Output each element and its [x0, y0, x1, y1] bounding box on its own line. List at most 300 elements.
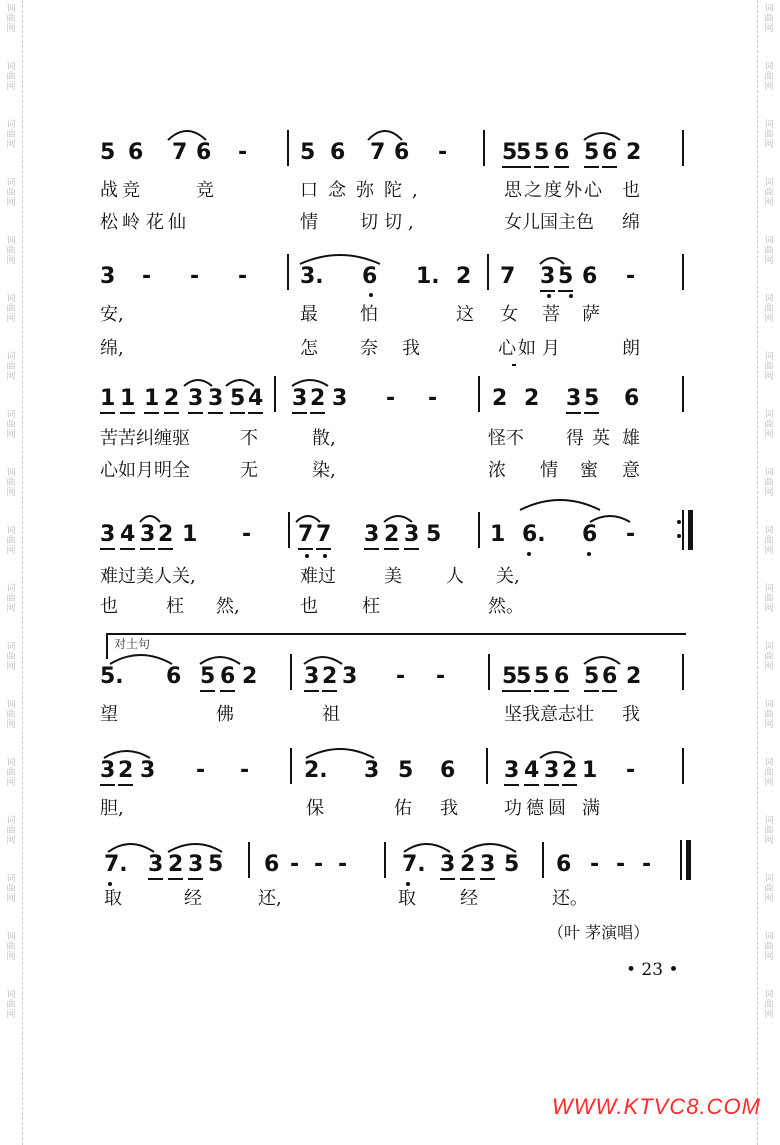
watermark-glyph: 曲 [6, 652, 16, 662]
note: 3 [342, 664, 358, 689]
watermark-glyph: 词 [6, 758, 16, 768]
site-watermark: WWW.KTVC8.COM [552, 1094, 761, 1119]
note: 3 [480, 852, 495, 880]
watermark-glyph: 词 [764, 410, 774, 420]
note: 6 [362, 264, 378, 289]
watermark-glyph: 曲 [6, 14, 16, 24]
note: 2 [168, 852, 183, 880]
watermark-block [0, 642, 22, 672]
watermark-glyph: 网 [764, 604, 774, 614]
watermark-glyph: 词 [6, 526, 16, 536]
lyric-line [96, 178, 696, 204]
lyric-line [96, 594, 696, 620]
note: 3 [208, 386, 223, 414]
watermark-glyph: 网 [764, 546, 774, 556]
watermark-glyph: 曲 [6, 1000, 16, 1010]
note: 3 [304, 664, 319, 692]
watermark-block [758, 642, 780, 672]
watermark-block [758, 758, 780, 788]
barline [287, 130, 289, 166]
watermark-glyph: 曲 [6, 710, 16, 720]
note: 2 [626, 140, 642, 165]
low-octave-dot [323, 554, 327, 558]
watermark-glyph: 词 [764, 178, 774, 188]
note: 3 [188, 852, 203, 880]
watermark-glyph: 网 [764, 256, 774, 266]
barline [682, 654, 684, 690]
dash: - [142, 264, 152, 289]
lyric: 口念弥陀, [300, 180, 428, 201]
note: 6 [554, 664, 569, 692]
barline [488, 654, 490, 690]
note: 6 [602, 664, 617, 692]
slur [368, 131, 402, 140]
dash: - [238, 264, 248, 289]
slur [404, 844, 450, 852]
watermark-glyph: 网 [764, 372, 774, 382]
note: 2 [384, 522, 399, 550]
dash: - [616, 852, 626, 877]
note: 5 [584, 386, 599, 414]
lyric: 佑 [394, 798, 412, 819]
watermark-glyph: 词 [6, 990, 16, 1000]
repeat-dot [677, 534, 681, 538]
lyric: 女儿国主色 [504, 212, 594, 233]
watermark-glyph: 词 [6, 642, 16, 652]
watermark-glyph: 网 [6, 24, 16, 34]
watermark-glyph: 网 [6, 1010, 16, 1020]
watermark-glyph: 词 [6, 120, 16, 130]
note: 3 [292, 386, 307, 414]
note: 7. [104, 852, 128, 877]
dash: - [396, 664, 406, 689]
ink-mark [512, 364, 516, 366]
page-number: • 23 • [626, 960, 679, 980]
lyric: 坚我意志壮 [504, 704, 594, 725]
watermark-glyph: 词 [6, 468, 16, 478]
note: 5. [100, 664, 124, 689]
note: 1 [144, 386, 159, 414]
barline [682, 130, 684, 166]
barline [542, 842, 544, 878]
note: 6 [166, 664, 182, 689]
slur [168, 844, 222, 852]
barline [384, 842, 386, 878]
dash: - [626, 522, 636, 547]
low-octave-dot [305, 554, 309, 558]
note: 3 [100, 522, 115, 550]
note: 1 [582, 758, 598, 783]
watermark-glyph: 曲 [6, 72, 16, 82]
lyric: 取 [104, 888, 122, 909]
note: 2 [118, 758, 133, 786]
note: 5 [502, 140, 517, 168]
watermark-glyph: 曲 [6, 594, 16, 604]
lyric: 我 [440, 798, 458, 819]
watermark-glyph: 词 [764, 468, 774, 478]
lyric: 染, [312, 460, 336, 481]
watermark-glyph: 网 [6, 778, 16, 788]
watermark-block [0, 352, 22, 382]
watermark-glyph: 网 [764, 314, 774, 324]
watermark-glyph: 曲 [764, 1000, 774, 1010]
lyric: 得 [566, 428, 584, 449]
note: 5 [584, 140, 599, 168]
repeat-dot [677, 520, 681, 524]
dash: - [196, 758, 206, 783]
lyric: 难过 [300, 566, 336, 587]
watermark-glyph: 曲 [6, 362, 16, 372]
note: 7 [172, 140, 188, 165]
note: 3 [404, 522, 419, 550]
note: 5 [534, 664, 549, 692]
lyric: 还。 [552, 888, 588, 909]
note: 6 [582, 522, 598, 547]
watermark-block [758, 178, 780, 208]
slur [104, 751, 150, 758]
lyric: 浓 [488, 460, 506, 481]
barline [248, 842, 250, 878]
lyric: 思之度外心 [504, 180, 604, 201]
note: 7 [370, 140, 386, 165]
watermark-glyph: 词 [6, 932, 16, 942]
watermark-glyph: 曲 [6, 536, 16, 546]
watermark-glyph: 曲 [6, 826, 16, 836]
note: 6 [602, 140, 617, 168]
watermark-glyph: 曲 [6, 942, 16, 952]
note: 1 [100, 386, 115, 414]
note: 7 [500, 264, 516, 289]
lyric: 朗 [622, 338, 640, 359]
watermark-block [758, 120, 780, 150]
watermark-glyph: 曲 [764, 188, 774, 198]
performer-credit: （叶 茅演唱） [548, 923, 650, 942]
lyric: 也 [300, 596, 318, 617]
watermark-block [0, 120, 22, 150]
watermark-block [0, 294, 22, 324]
watermark-glyph: 词 [6, 4, 16, 14]
watermark-glyph: 词 [764, 526, 774, 536]
barline [288, 512, 290, 548]
watermark-block [0, 758, 22, 788]
notation-row-3 [96, 386, 696, 426]
note: 3 [100, 758, 115, 786]
barline [290, 654, 292, 690]
note: 6 [554, 140, 569, 168]
note: 6 [264, 852, 280, 877]
watermark-glyph: 词 [6, 178, 16, 188]
note: 2 [456, 264, 472, 289]
note: 6 [394, 140, 410, 165]
dash: - [190, 264, 200, 289]
section-bracket [106, 633, 686, 659]
note: 1 [490, 522, 506, 547]
barline [478, 376, 480, 412]
watermark-block [0, 62, 22, 92]
lyric: 还, [258, 888, 282, 909]
watermark-block [758, 874, 780, 904]
note: 6 [582, 264, 598, 289]
lyric: 情 [300, 212, 318, 233]
lyric: 保 [306, 798, 324, 819]
lyric: 心如月明全 [100, 460, 190, 481]
watermark-glyph: 网 [6, 894, 16, 904]
note: 5 [534, 140, 549, 168]
slur [300, 255, 380, 264]
dash: - [240, 758, 250, 783]
watermark-glyph: 曲 [764, 594, 774, 604]
barline [682, 376, 684, 412]
watermark-glyph: 词 [6, 410, 16, 420]
note: 4 [120, 522, 135, 550]
lyric: 美 [384, 566, 402, 587]
barline [478, 512, 480, 548]
note: 3. [300, 264, 324, 289]
watermark-glyph: 网 [6, 546, 16, 556]
watermark-block [758, 4, 780, 34]
lyric: 不 [240, 428, 258, 449]
watermark-glyph: 词 [6, 700, 16, 710]
watermark-glyph: 网 [6, 372, 16, 382]
note: 5 [504, 852, 520, 877]
note: 3 [188, 386, 203, 414]
watermark-glyph: 网 [764, 778, 774, 788]
slur [464, 844, 516, 852]
note: 6 [556, 852, 572, 877]
watermark-glyph: 词 [764, 294, 774, 304]
watermark-block [0, 4, 22, 34]
note: 3 [440, 852, 455, 880]
watermark-glyph: 词 [6, 62, 16, 72]
watermark-glyph: 曲 [764, 130, 774, 140]
barline [682, 748, 684, 784]
lyric: 怪不 [488, 428, 524, 449]
lyric: 满 [582, 798, 600, 819]
watermark-glyph: 词 [6, 236, 16, 246]
watermark-block [758, 700, 780, 730]
watermark-glyph: 曲 [764, 652, 774, 662]
watermark-glyph: 网 [764, 720, 774, 730]
lyric: 也 [100, 596, 118, 617]
watermark-glyph: 曲 [6, 246, 16, 256]
note: 1. [416, 264, 440, 289]
note: 3 [332, 386, 348, 411]
watermark-glyph: 网 [6, 256, 16, 266]
note: 3 [100, 264, 116, 289]
lyric-line [96, 702, 696, 728]
watermark-glyph: 网 [6, 836, 16, 846]
lyric: 花仙 [146, 212, 190, 233]
note: 7 [298, 522, 313, 550]
low-octave-dot [547, 294, 551, 298]
lyric: 苦苦纠缠驱 [100, 428, 190, 449]
watermark-block [0, 178, 22, 208]
dash: - [590, 852, 600, 877]
dash: - [314, 852, 324, 877]
note: 3 [566, 386, 581, 414]
lyric: 绵, [100, 338, 124, 359]
watermark-glyph: 网 [764, 894, 774, 904]
lyric: 枉 [362, 596, 380, 617]
barline [682, 510, 684, 550]
watermark-glyph: 网 [764, 82, 774, 92]
watermark-glyph: 词 [6, 816, 16, 826]
note: 3 [148, 852, 163, 880]
watermark-block [758, 526, 780, 556]
dash: - [338, 852, 348, 877]
note: 5 [558, 264, 573, 292]
slur [108, 844, 154, 852]
low-octave-dot [369, 293, 373, 297]
watermark-glyph: 词 [764, 874, 774, 884]
lyric: 战竞 [100, 180, 144, 201]
watermark-block [758, 932, 780, 962]
note: 7 [316, 522, 331, 550]
watermark-block [758, 816, 780, 846]
watermark-glyph: 曲 [764, 942, 774, 952]
note: 7. [402, 852, 426, 877]
watermark-glyph: 曲 [6, 420, 16, 430]
lyric: 经 [184, 888, 202, 909]
watermark-glyph: 网 [6, 952, 16, 962]
notation-row-4 [96, 522, 696, 562]
note: 4 [248, 386, 263, 414]
watermark-glyph: 网 [764, 1010, 774, 1020]
watermark-block [0, 526, 22, 556]
lyric: 绵 [622, 212, 640, 233]
watermark-glyph: 曲 [764, 536, 774, 546]
note: 6 [196, 140, 212, 165]
lyric: 枉 [166, 596, 184, 617]
lyric: 这 [456, 304, 474, 325]
note: 2 [562, 758, 577, 786]
lyric: 无 [240, 460, 258, 481]
watermark-glyph: 曲 [6, 478, 16, 488]
dash: - [438, 140, 448, 165]
watermark-glyph: 曲 [764, 420, 774, 430]
note: 6 [220, 664, 235, 692]
watermark-glyph: 词 [764, 758, 774, 768]
watermark-glyph: 网 [6, 140, 16, 150]
watermark-glyph: 网 [6, 82, 16, 92]
lyric-line [96, 564, 696, 590]
final-barline-thick [686, 840, 691, 880]
note: 2 [460, 852, 475, 880]
note: 2 [626, 664, 642, 689]
watermark-glyph: 网 [764, 140, 774, 150]
watermark-glyph: 网 [764, 488, 774, 498]
lyric: 安, [100, 304, 124, 325]
note: 2. [304, 758, 328, 783]
watermark-glyph: 词 [764, 352, 774, 362]
watermark-block [758, 410, 780, 440]
note: 5 [516, 664, 531, 692]
watermark-glyph: 曲 [764, 478, 774, 488]
watermark-block [0, 584, 22, 614]
watermark-glyph: 曲 [764, 826, 774, 836]
watermark-block [758, 468, 780, 498]
lyric: 如 [518, 338, 536, 359]
watermark-block [758, 236, 780, 266]
lyric: 雄 [622, 428, 640, 449]
dash: - [642, 852, 652, 877]
note: 5 [230, 386, 245, 414]
notation-row-2 [96, 264, 696, 304]
watermark-block [0, 932, 22, 962]
watermark-column-left [0, 0, 23, 1145]
lyric: 望 [100, 704, 118, 725]
lyric: 难过美人关, [100, 566, 196, 587]
note: 2 [322, 664, 337, 692]
watermark-glyph: 词 [764, 120, 774, 130]
barline [487, 254, 489, 290]
lyric-line [96, 302, 696, 328]
lyric: 也 [622, 180, 640, 201]
watermark-block [0, 410, 22, 440]
lyric: 情 [540, 460, 558, 481]
watermark-block [758, 990, 780, 1020]
barline [274, 376, 276, 412]
lyric-line [96, 336, 696, 362]
note: 5 [398, 758, 414, 783]
note: 4 [524, 758, 539, 786]
lyric: 我 [622, 704, 640, 725]
lyric: 奈 [360, 338, 378, 359]
lyric: 然, [216, 596, 240, 617]
watermark-glyph: 词 [764, 990, 774, 1000]
notation-row-1 [96, 140, 696, 180]
watermark-glyph: 曲 [764, 710, 774, 720]
lyric: 然。 [488, 596, 524, 617]
watermark-glyph: 词 [764, 816, 774, 826]
note: 6 [128, 140, 144, 165]
lyric: 菩 [542, 304, 560, 325]
lyric-line [96, 886, 696, 912]
lyric: 松岭 [100, 212, 144, 233]
lyric: 英 [592, 428, 610, 449]
watermark-block [0, 816, 22, 846]
note: 6. [522, 522, 546, 547]
watermark-block [0, 874, 22, 904]
note: 2 [310, 386, 325, 414]
lyric: 怎 [300, 338, 318, 359]
watermark-glyph: 网 [764, 198, 774, 208]
note: 3 [504, 758, 519, 786]
barline [287, 254, 289, 290]
note: 3 [544, 758, 559, 786]
lyric: 散, [312, 428, 336, 449]
watermark-glyph: 曲 [764, 14, 774, 24]
notation-row-5 [96, 664, 696, 704]
watermark-glyph: 词 [6, 294, 16, 304]
barline [486, 748, 488, 784]
watermark-glyph: 词 [6, 584, 16, 594]
watermark-glyph: 词 [764, 700, 774, 710]
lyric: 意 [622, 460, 640, 481]
watermark-glyph: 网 [764, 836, 774, 846]
watermark-block [0, 236, 22, 266]
note: 5 [516, 140, 531, 168]
slur [520, 500, 600, 510]
watermark-glyph: 网 [764, 662, 774, 672]
section-label: 对土句 [114, 637, 151, 651]
notation-row-6 [96, 758, 696, 798]
watermark-glyph: 网 [764, 24, 774, 34]
note: 5 [100, 140, 116, 165]
lyric: 经 [460, 888, 478, 909]
lyric: 取 [398, 888, 416, 909]
lyric-line [96, 210, 696, 236]
